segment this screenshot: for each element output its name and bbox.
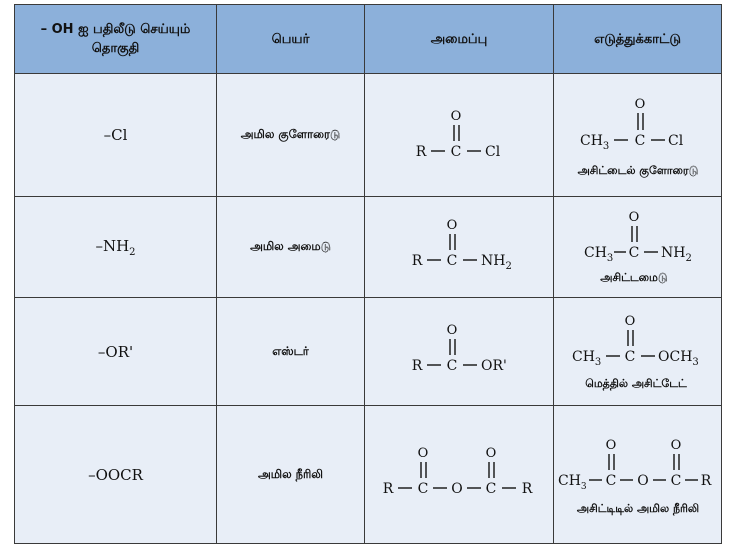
table-row bbox=[15, 74, 722, 197]
compound-class-name: எஸ்டர் bbox=[217, 298, 365, 406]
substituent: NH bbox=[481, 253, 506, 269]
r-group: R bbox=[700, 473, 712, 489]
structure-formula bbox=[365, 406, 554, 539]
general-structure bbox=[365, 298, 554, 406]
methyl-group: CH bbox=[572, 349, 595, 365]
substituent: Cl bbox=[485, 144, 501, 160]
header-replacing-group bbox=[15, 5, 217, 74]
header-structure: அமைப்பு bbox=[365, 5, 554, 74]
table-row bbox=[15, 406, 722, 544]
carbonyl-oxygen: O bbox=[446, 323, 458, 338]
example-structure bbox=[554, 197, 722, 298]
carbonyl-carbon: C bbox=[446, 358, 458, 374]
structure-formula bbox=[365, 197, 554, 293]
header-example: எடுத்துக்காட்டு bbox=[554, 5, 722, 74]
general-structure bbox=[365, 197, 554, 298]
carbonyl-oxygen: O bbox=[628, 210, 640, 225]
header-row bbox=[15, 5, 722, 74]
svg-text:CH3: $CH_3$ bbox=[572, 349, 602, 368]
bridging-oxygen: O bbox=[637, 473, 649, 489]
carbonyl-oxygen: O bbox=[605, 438, 617, 453]
example-formula bbox=[554, 406, 722, 539]
general-structure bbox=[365, 74, 554, 197]
carbonyl-carbon: C bbox=[450, 144, 462, 160]
example-caption: அசிட்டிடில் அமில நீரிலி bbox=[576, 502, 700, 515]
example-caption: அசிட்டைல் குளோரைடு bbox=[577, 164, 699, 177]
carbonyl-carbon: C bbox=[628, 245, 640, 261]
carbonyl-oxygen: O bbox=[450, 109, 462, 124]
methyl-group: CH bbox=[580, 133, 603, 149]
carbonyl-carbon: C bbox=[417, 481, 429, 497]
replacing-group: –OOCR bbox=[15, 406, 217, 544]
compound-class-name: அமில அமைடு bbox=[217, 197, 365, 298]
substituent: NH bbox=[661, 245, 686, 261]
example-structure bbox=[554, 406, 722, 544]
svg-text:NH2: $NH_2$ bbox=[481, 253, 512, 272]
example-caption: மெத்தில் அசிட்டேட் bbox=[585, 377, 687, 390]
svg-text:OCH3: $OCH_3$ bbox=[658, 349, 699, 368]
structure-formula bbox=[365, 74, 554, 192]
methyl-group: CH bbox=[558, 473, 581, 489]
general-structure bbox=[365, 406, 554, 544]
r-group: R bbox=[382, 481, 394, 497]
table-row bbox=[15, 197, 722, 298]
example-formula bbox=[554, 74, 722, 192]
carbonyl-carbon: C bbox=[670, 473, 682, 489]
carbonyl-oxygen: O bbox=[634, 97, 646, 112]
carbonyl-carbon: C bbox=[605, 473, 617, 489]
r-group: R bbox=[411, 253, 423, 269]
svg-text:CH3: $CH_3$ bbox=[584, 245, 614, 264]
carbonyl-oxygen: O bbox=[670, 438, 682, 453]
carbonyl-carbon: C bbox=[624, 349, 636, 365]
carbonyl-carbon: C bbox=[485, 481, 497, 497]
example-caption: அசிட்டமைடு bbox=[600, 271, 668, 284]
replacing-group: $-NH_2$ bbox=[15, 197, 217, 298]
example-structure bbox=[554, 298, 722, 406]
structure-formula bbox=[365, 298, 554, 401]
r-group: R bbox=[411, 358, 423, 374]
compound-class-name: அமில குளோரைடு bbox=[217, 74, 365, 197]
header-replacing-group-line2: தொகுதி bbox=[91, 41, 140, 56]
svg-text:CH3: $CH_3$ bbox=[580, 133, 610, 152]
replacing-group: –Cl bbox=[15, 74, 217, 197]
example-formula bbox=[554, 197, 722, 293]
example-structure bbox=[554, 74, 722, 197]
carbonyl-oxygen: O bbox=[417, 446, 429, 461]
carbonyl-carbon: C bbox=[446, 253, 458, 269]
carbonyl-oxygen: O bbox=[624, 314, 636, 329]
carbonyl-carbon: C bbox=[634, 133, 646, 149]
acid-derivatives-table bbox=[14, 4, 722, 544]
table-row bbox=[15, 298, 722, 406]
substituent: OR' bbox=[481, 358, 507, 374]
r-group: R bbox=[415, 144, 427, 160]
carbonyl-oxygen: O bbox=[446, 218, 458, 233]
r-group: R bbox=[521, 481, 533, 497]
replacing-group: –OR' bbox=[15, 298, 217, 406]
header-replacing-group-line1: – OH ஐ பதிலீடு செய்யும் bbox=[40, 22, 191, 37]
substituent: OCH bbox=[658, 349, 693, 365]
substituent: Cl bbox=[668, 133, 684, 149]
bridging-oxygen: O bbox=[451, 481, 463, 497]
carbonyl-oxygen: O bbox=[485, 446, 497, 461]
methyl-group: CH bbox=[584, 245, 607, 261]
example-formula bbox=[554, 298, 722, 401]
svg-text:CH3: $CH_3$ bbox=[558, 473, 587, 492]
svg-text:NH2: $NH_2$ bbox=[661, 245, 692, 264]
compound-class-name: அமில நீரிலி bbox=[217, 406, 365, 544]
header-name: பெயர் bbox=[217, 5, 365, 74]
